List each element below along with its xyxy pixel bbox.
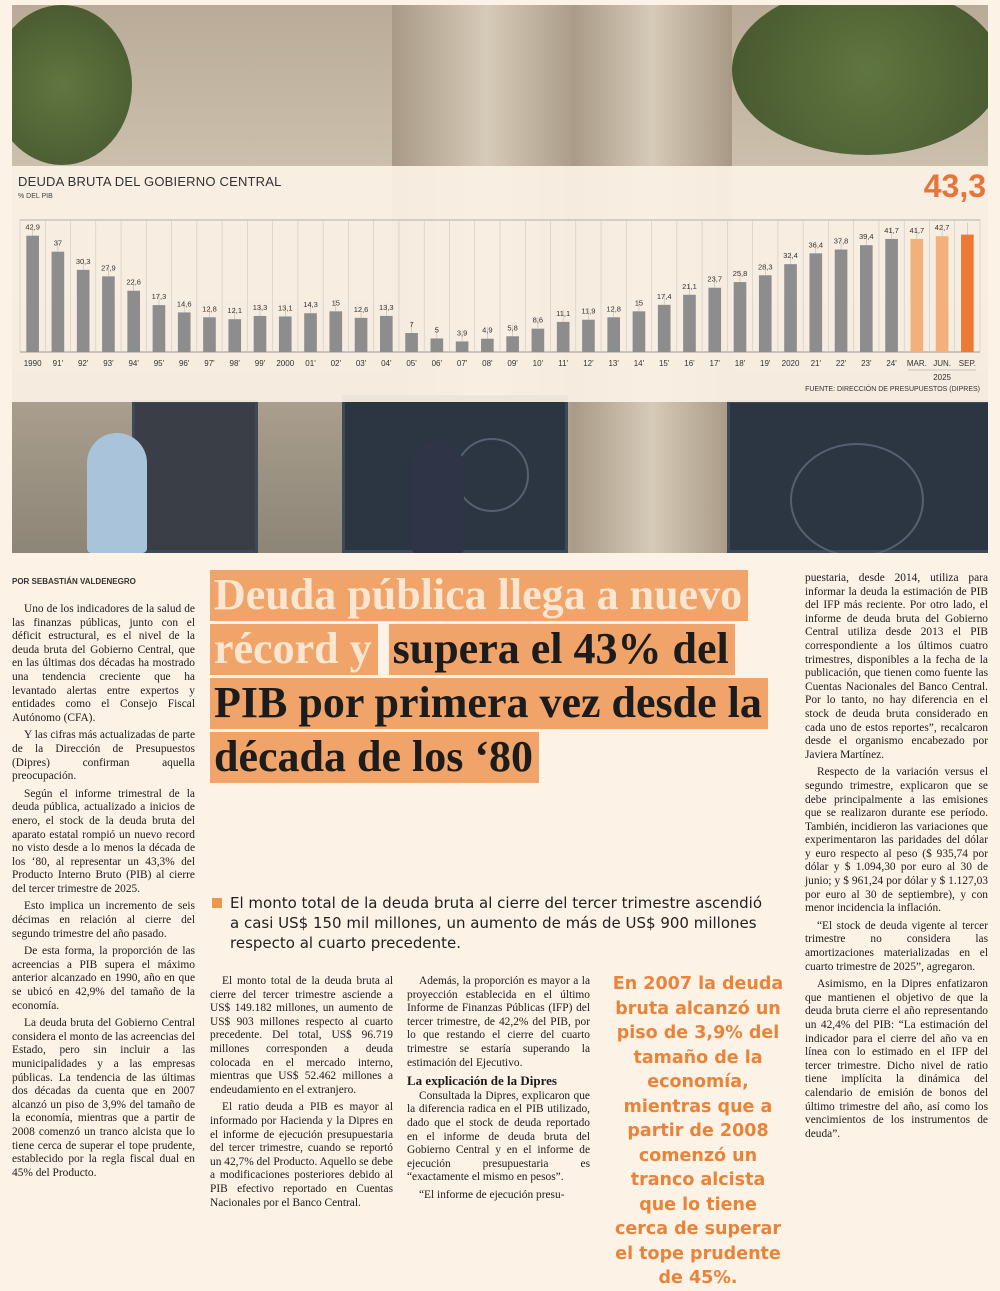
paragraph: Según el informe trimestral de la deuda pública, actualizado a inicios de enero, el stock de la deuda bruta del aparato estatal rompió un nuevo record no visto desde a lo menos la década de los ‘80, al representar un 43,3% del Producto Interno Bruto (PIB) al cierre del tercer trimestre de 2025. bbox=[12, 787, 195, 895]
tick-label: 13' bbox=[608, 359, 619, 368]
bar bbox=[835, 250, 848, 352]
tick-label: MAR. bbox=[906, 359, 927, 368]
bar bbox=[860, 245, 873, 352]
tick-label: 93' bbox=[103, 359, 114, 368]
bar bbox=[961, 235, 974, 352]
paragraph: Y las cifras más actualizadas de parte de la Dirección de Presupuestos (Dipres) confirman aquella preocupación. bbox=[12, 729, 195, 783]
data-label: 17,3 bbox=[151, 292, 167, 302]
bar bbox=[885, 239, 898, 352]
data-label: 37,8 bbox=[833, 236, 849, 246]
data-label: 41,7 bbox=[884, 225, 899, 235]
headline-light: Deuda pública llega a nuevo récord y bbox=[210, 570, 748, 675]
paragraph: Esto implica un incremento de seis décimas en relación al cierre del segundo trimestre del año pasado. bbox=[12, 900, 195, 940]
data-label: 32,4 bbox=[783, 251, 798, 261]
article-column-2 bbox=[210, 975, 393, 1214]
pull-quote: En 2007 la deuda bruta alcanzó un piso de 3,9% del tamaño de la economía, mientras que a partir de 2008 comenzó un tranco alcista que lo tiene cerca de superar el tope prudente de 45%. bbox=[612, 974, 784, 1288]
tick-label: 06' bbox=[431, 359, 443, 368]
tick-label: 95' bbox=[153, 359, 165, 368]
data-label: 14,3 bbox=[303, 300, 318, 310]
paragraph: El monto total de la deuda bruta al cierre del tercer trimestre asciende a US$ 149.182 millones, un aumento de US$ 903 millones respecto al cuarto precedente. Del total, US$ 96.719 millones corresponden a deuda colocada en el mercado interno, mientras que US$ 52.462 millones a endeudamiento en el extranjero. bbox=[210, 975, 393, 1096]
chart-subtitle: % DEL PIB bbox=[18, 193, 53, 200]
bar bbox=[405, 333, 418, 352]
tick-label: 10' bbox=[532, 359, 544, 368]
data-label: 30,3 bbox=[75, 256, 91, 266]
data-label: 15 bbox=[634, 298, 644, 308]
byline: POR SEBASTIÁN VALDENEGRO bbox=[12, 577, 136, 586]
chart-title: DEUDA BRUTA DEL GOBIERNO CENTRAL bbox=[18, 174, 282, 189]
bar bbox=[279, 316, 292, 352]
tick-label: 23' bbox=[861, 359, 872, 368]
tick-label: 98' bbox=[229, 359, 240, 368]
tick-label: 05' bbox=[406, 359, 417, 368]
chart-highlight-value: 43,3 bbox=[923, 168, 986, 204]
data-label: 8,6 bbox=[532, 315, 544, 325]
tick-label: 22' bbox=[835, 359, 847, 368]
data-label: 5 bbox=[434, 325, 439, 335]
bar bbox=[658, 305, 671, 352]
tick-label: 2020 bbox=[781, 359, 800, 368]
data-label: 23,7 bbox=[707, 274, 723, 284]
section-heading: La explicación de la Dipres bbox=[407, 1073, 557, 1089]
tick-label: 91' bbox=[52, 359, 64, 368]
tick-label: 99' bbox=[254, 359, 266, 368]
bar bbox=[557, 322, 570, 352]
tick-label: JUN. bbox=[933, 359, 951, 368]
paragraph: La deuda bruta del Gobierno Central considera el monto de las acreencias del Estado, pero sin incluir a las municipalidades y a las empresas públicas. La tendencia de las últimas dos décadas da cuenta que en 2007 alcanzó un piso de 3,9% del tamaño de la economía, mientras que a partir de 2008 comenzó un tranco alcista que lo tiene cerca de superar el tope prudente, establecido por la regla fiscal dual en 45% del Producto. bbox=[12, 1017, 195, 1179]
data-label: 11,9 bbox=[581, 306, 596, 316]
bar bbox=[355, 318, 368, 352]
bar bbox=[809, 253, 822, 352]
tick-label: 08' bbox=[482, 359, 493, 368]
tick-label: 96' bbox=[178, 359, 190, 368]
data-label: 12,8 bbox=[606, 304, 621, 314]
data-label: 37 bbox=[53, 238, 63, 248]
bar bbox=[228, 319, 241, 352]
bar bbox=[178, 312, 191, 352]
year-group-label: 2025 bbox=[933, 373, 952, 382]
data-label: 13,1 bbox=[277, 303, 293, 313]
paragraph: De esta forma, la proporción de las acreencias a PIB supera el máximo anterior alcanzado en 1990, año en que se ubicó en 42,9% del tamaño de la economía. bbox=[12, 945, 195, 1012]
paragraph: Uno de los indicadores de la salud de las finanzas públicas, junto con el déficit estructural, es el nivel de la deuda bruta del Gobierno Central, que en las últimas dos décadas ha mostrado una tendencia creciente que ha levantado alertas entre expertos y entidades como el Consejo Fiscal Autónomo (CFA). bbox=[12, 603, 195, 724]
bar bbox=[936, 236, 949, 352]
bar bbox=[607, 317, 620, 352]
bar bbox=[329, 311, 342, 352]
debt-chart bbox=[12, 166, 988, 402]
paragraph: Consultada la Dipres, explicaron que la diferencia radica en el PIB utilizado, dado que el stock de deuda reportado en el informe de deuda bruta del Gobierno Central y en el informe de ejecución presupuestaria es “exactamente el mismo en pesos”. bbox=[407, 1089, 590, 1184]
data-label: 42,7 bbox=[934, 223, 950, 233]
bar bbox=[633, 311, 646, 352]
article-column-4 bbox=[805, 572, 988, 1145]
paragraph: puestaria, desde 2014, utiliza para informar la deuda la estimación de PIB del IFP más reciente. Por otro lado, el informe de deuda bruta del Gobierno Central utiliza desde 2013 el PIB correspondiente a los últimos cuatro trimestres, disponibles a la fecha de la publicación, que tienen como fuente las Cuentas Nacionales del Banco Central. Por lo tanto, no hay diferencia en el stock de deuda bruta considerado en cada uno de estos reportes”, recalcaron desde el organismo encabezado por Javiera Martínez. bbox=[805, 572, 988, 761]
paragraph: Respecto de la variación versus el segundo trimestre, explicaron que se debe principalmente a las emisiones que se realizaron durante ese período. También, incidieron las variaciones que experimentaron las paridades del dólar y euro respecto al peso ($ 935,74 por dólar y $ 1.094,30 por euro al 30 de junio; y $ 961,24 por dólar y $ 1.127,03 por euro al 30 de septiembre), y con menor incidencia la inflación. bbox=[805, 766, 988, 915]
data-label: 17,4 bbox=[656, 291, 672, 301]
tick-label: 17' bbox=[709, 359, 720, 368]
tick-label: 2000 bbox=[276, 359, 295, 368]
tick-label: 02' bbox=[330, 359, 342, 368]
tick-label: 01' bbox=[305, 359, 316, 368]
article-column-1 bbox=[12, 603, 195, 1184]
tick-label: SEP. bbox=[958, 359, 976, 368]
lede-bullet-icon bbox=[212, 898, 222, 908]
data-label: 28,3 bbox=[757, 262, 773, 272]
data-label: 13,3 bbox=[379, 302, 394, 312]
bar bbox=[582, 320, 595, 352]
data-label: 14,6 bbox=[176, 299, 192, 309]
data-label: 12,1 bbox=[227, 306, 243, 316]
tick-label: 09' bbox=[507, 359, 518, 368]
paragraph: Además, la proporción es mayor a la proyección establecida en el último Informe de Finanzas Públicas (IFP) del tercer trimestre, de 42,2% del PIB, por lo que restando el cierre del cuarto trimestre se estaría superando la estimación del Ejecutivo. bbox=[407, 975, 590, 1069]
bar bbox=[784, 264, 797, 352]
data-label: 22,6 bbox=[126, 277, 141, 287]
bar bbox=[77, 270, 90, 352]
tick-label: 11' bbox=[558, 359, 569, 368]
tick-label: 97' bbox=[204, 359, 215, 368]
tick-label: 92' bbox=[77, 359, 89, 368]
tick-label: 94' bbox=[128, 359, 139, 368]
data-label: 12,6 bbox=[353, 304, 369, 314]
bar bbox=[304, 313, 317, 352]
data-label: 13,3 bbox=[252, 302, 268, 312]
data-label: 21,1 bbox=[682, 281, 697, 291]
tick-label: 15' bbox=[658, 359, 670, 368]
data-label: 41,7 bbox=[909, 225, 925, 235]
chart-plot bbox=[12, 166, 988, 402]
bar bbox=[506, 336, 519, 352]
tick-label: 12' bbox=[583, 359, 594, 368]
tick-label: 1990 bbox=[23, 359, 42, 368]
bar bbox=[708, 288, 721, 352]
data-label: 15 bbox=[331, 298, 340, 308]
tick-label: 03' bbox=[355, 359, 367, 368]
bar bbox=[203, 317, 216, 352]
headline-dark: supera el 43% del PIB por primera vez desde la década de los ‘80 bbox=[210, 624, 768, 783]
bar bbox=[683, 295, 696, 352]
paragraph: “El stock de deuda vigente al tercer trimestre no considera las amortizaciones materializadas en el cuarto trimestre de 2025”, agregaron. bbox=[805, 919, 988, 973]
tick-label: 14' bbox=[633, 359, 645, 368]
bar bbox=[380, 316, 393, 352]
data-label: 4,9 bbox=[482, 325, 493, 335]
lede bbox=[212, 893, 772, 953]
bar bbox=[911, 239, 924, 352]
chart-source: FUENTE: DIRECCIÓN DE PRESUPUESTOS (DIPRES) bbox=[805, 386, 980, 393]
bar bbox=[254, 316, 267, 352]
article-column-3 bbox=[407, 975, 590, 1203]
bar bbox=[431, 338, 444, 352]
tick-label: 07' bbox=[456, 359, 468, 368]
bar bbox=[52, 252, 65, 352]
data-label: 12,8 bbox=[202, 304, 217, 314]
bar bbox=[127, 291, 140, 352]
data-label: 27,9 bbox=[101, 263, 116, 273]
paragraph: Asimismo, en la Dipres enfatizaron que mantienen el objetivo de que la deuda bruta cierre el año representando un 42,4% del PIB: “La estimación del indicador para el cierre del año va en línea con lo estimado en el IFP del tercer trimestre. Dicho nivel de ratio tiene implícita la dinámica del calendario de emisión de bonos del último trimestre del año, así como los vencimientos de los instrumentos de deuda”. bbox=[805, 978, 988, 1140]
bar bbox=[481, 339, 494, 352]
headline bbox=[210, 568, 770, 784]
bar bbox=[153, 305, 166, 352]
paragraph: El ratio deuda a PIB es mayor al informado por Hacienda y la Dipres en el informe de ejecución presupuestaria del tercer trimestre, cuando se reportó un 42,7% del Producto. Aquello se debe a modificaciones posteriores debido al PIB efectivo reportado en Cuentas Nacionales por el Banco Central. bbox=[210, 1101, 393, 1209]
tick-label: 18' bbox=[734, 359, 746, 368]
bar bbox=[456, 341, 469, 352]
data-label: 5,8 bbox=[507, 323, 518, 333]
tick-label: 24' bbox=[886, 359, 897, 368]
lede-text: El monto total de la deuda bruta al cierre del tercer trimestre ascendió a casi US$ 150 mil millones, un aumento de más de US$ 900 millones respecto al cuarto precedente. bbox=[230, 894, 763, 952]
bar bbox=[532, 329, 545, 352]
data-label: 11,1 bbox=[556, 308, 571, 318]
bar bbox=[734, 282, 747, 352]
tick-label: 19' bbox=[760, 359, 771, 368]
data-label: 36,4 bbox=[808, 240, 824, 250]
tick-label: 16' bbox=[684, 359, 695, 368]
tick-label: 21' bbox=[810, 359, 822, 368]
data-label: 39,4 bbox=[859, 232, 874, 242]
data-label: 7 bbox=[409, 320, 414, 330]
bar bbox=[102, 276, 115, 352]
bar bbox=[759, 275, 772, 352]
bar bbox=[26, 236, 39, 352]
data-label: 25,8 bbox=[732, 269, 748, 279]
data-label: 42,9 bbox=[25, 222, 40, 232]
tick-label: 04' bbox=[381, 359, 392, 368]
paragraph: “El informe de ejecución presu- bbox=[419, 1188, 565, 1201]
data-label: 3,9 bbox=[456, 328, 468, 338]
